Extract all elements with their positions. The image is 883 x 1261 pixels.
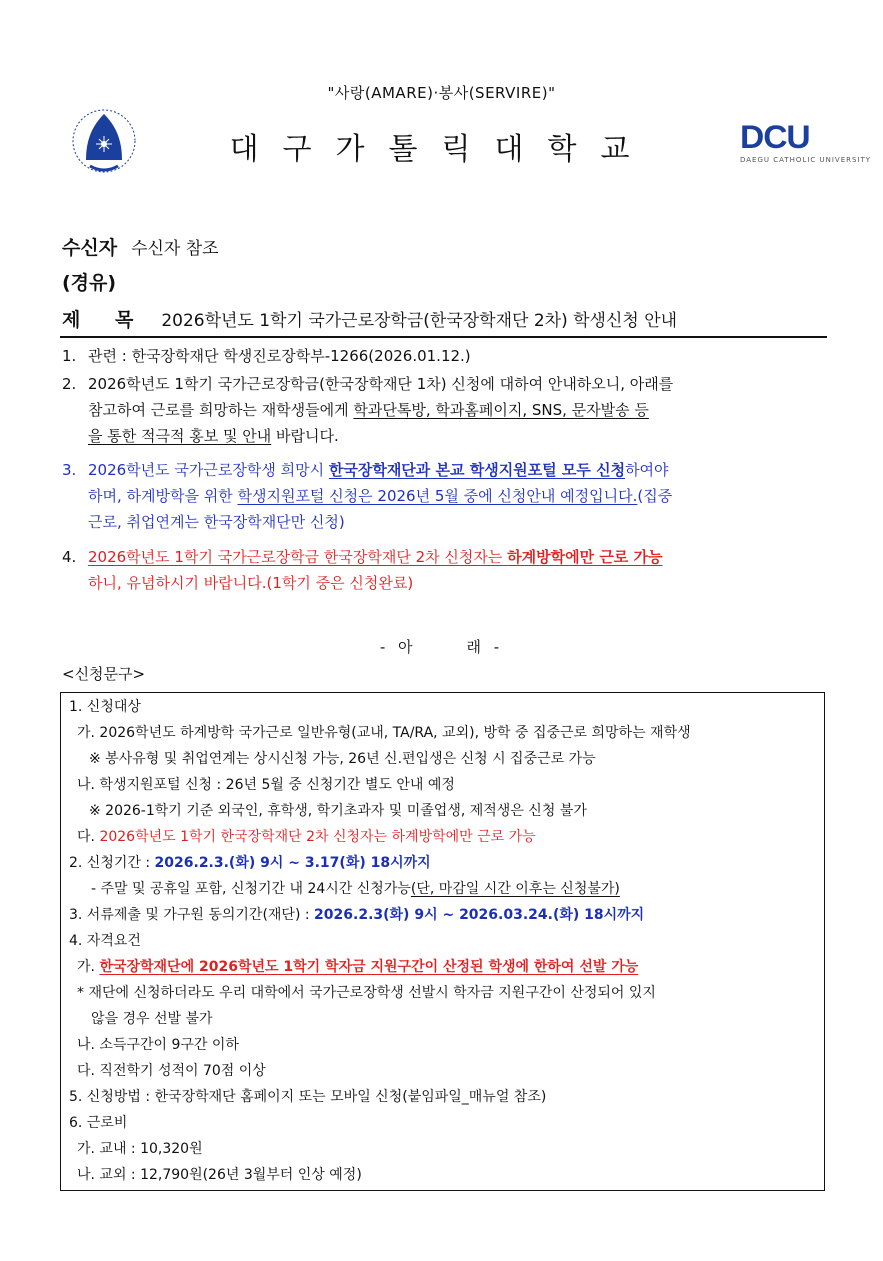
section-6-ga: 가. 교내 : 10,320원 [77, 1141, 203, 1157]
underlined-text: 2026학년도 1학기 국가근로장학금 한국장학재단 2차 신청자는 [88, 548, 508, 566]
section-heading-arae [0, 636, 883, 657]
label: 2. 신청기간 : [69, 855, 155, 871]
subject-row [62, 305, 677, 332]
paragraph-line [62, 423, 822, 449]
university-motto: "사랑(AMARE)·봉사(SERVIRE)" [327, 84, 556, 102]
item-prefix: 다. [77, 829, 100, 845]
underlined-text: 학생지원포털 신청은 2026년 5월 중에 신청안내 예정입니다. [237, 487, 638, 505]
underlined-text: (단, 마감일 시간 이후는 신청불가) [410, 881, 620, 897]
application-period: 2026.2.3.(화) 9시 ~ 3.17(화) 18시까지 [154, 855, 431, 871]
section-4-note-a: * 재단에 신청하더라도 우리 대학에서 국가근로장학생 선발시 학자금 지원구간이 산정되어 있지 [77, 985, 656, 1001]
application-details-box [60, 692, 825, 1191]
section-4-title: 4. 자격요건 [69, 933, 141, 949]
section-1-ga-note: ※ 봉사유형 및 취업연계는 상시신청 가능, 26년 신.편입생은 신청 시 집중근로 가능 [89, 751, 596, 767]
section-1-da [69, 824, 824, 850]
paragraph-number: 4. [62, 548, 77, 566]
university-name: 대구가톨릭대학교 [229, 132, 654, 167]
section-6-title: 6. 근로비 [69, 1115, 128, 1131]
paragraph-line: 하니, 유념하시기 바랍니다.(1학기 중은 신청완료) [88, 574, 414, 592]
arae-left: - 아 [379, 638, 417, 656]
underlined-text: 학과단톡방, 학과홈페이지, SNS, 문자발송 등 [353, 401, 649, 419]
section-1-na-note: ※ 2026-1학기 기준 외국인, 휴학생, 학기초과자 및 미졸업생, 제적생은 신청 불가 [89, 803, 587, 819]
subject-divider [60, 336, 827, 338]
recipient-row [62, 233, 219, 260]
section-4-na: 나. 소득구간이 9구간 이하 [77, 1037, 239, 1053]
section-2-note [69, 876, 824, 902]
warning-text: 2026학년도 1학기 한국장학재단 2차 신청자는 하계방학에만 근로 가능 [99, 829, 536, 845]
emphasis-text: 한국장학재단과 본교 학생지원포털 모두 신청 [328, 461, 626, 479]
paragraph-text: 관련 : 한국장학재단 학생진로장학부-1266(2026.01.12.) [88, 347, 471, 365]
paragraph-1 [62, 343, 822, 369]
recipient-label: 수신자 [62, 237, 118, 259]
section-6-na: 나. 교외 : 12,790원(26년 3월부터 인상 예정) [77, 1167, 362, 1183]
section-1-ga: 가. 2026학년도 하계방학 국가근로 일반유형(교내, TA/RA, 교외), 방학 중 집중근로 희망하는 재학생 [77, 725, 691, 741]
paragraph-line [62, 483, 822, 509]
dcu-logo-subtext: DAEGU CATHOLIC UNIVERSITY [740, 156, 872, 164]
eligibility-emphasis: 한국장학재단에 2026학년도 1학기 학자금 지원구간이 산정된 학생에 한하여 선발 가능 [99, 959, 639, 975]
section-5-title: 5. 신청방법 : 한국장학재단 홈페이지 또는 모바일 신청(붙임파일_매뉴얼 참조) [69, 1089, 547, 1105]
item-prefix: 가. [77, 959, 100, 975]
text: - 주말 및 공휴일 포함, 신청기간 내 24시간 신청가능 [91, 881, 411, 897]
paragraph-number: 3. [62, 461, 77, 479]
via-label: (경유) [62, 272, 117, 294]
recipient-value: 수신자 참조 [131, 239, 219, 259]
section-4-da: 다. 직전학기 성적이 70점 이상 [77, 1063, 266, 1079]
section-1-na: 나. 학생지원포털 신청 : 26년 5월 중 신청기간 별도 안내 예정 [77, 777, 455, 793]
paragraph-line [62, 397, 822, 423]
text: 바랍니다. [271, 427, 339, 445]
dcu-logo [740, 119, 872, 170]
paragraph-3 [62, 457, 822, 535]
paragraph-text: 2026학년도 국가근로장학생 희망시 [88, 461, 329, 479]
section-4-note-b: 않을 경우 선발 불가 [91, 1011, 213, 1027]
text: 참고하여 근로를 희망하는 재학생들에게 [88, 401, 354, 419]
paragraph-4 [62, 544, 822, 596]
text: 하여야 [625, 461, 669, 479]
text: 하며, 하계방학을 위한 [88, 487, 238, 505]
via-row [62, 268, 116, 295]
underlined-text: 을 통한 적극적 홍보 및 안내 [88, 427, 272, 445]
section-1-title: 1. 신청대상 [69, 699, 141, 715]
text: (집중 [637, 487, 673, 505]
label: 3. 서류제출 및 가구원 동의기간(재단) : [69, 907, 315, 923]
document-period: 2026.2.3(화) 9시 ~ 2026.03.24.(화) 18시까지 [314, 907, 645, 923]
section-4-ga [69, 954, 824, 980]
emphasis-text: 하계방학에만 근로 가능 [507, 548, 663, 566]
application-text-caption: <신청문구> [62, 665, 146, 683]
subject-label: 제 목 [62, 309, 148, 331]
paragraph-number: 2. [62, 375, 77, 393]
paragraph-text: 2026학년도 1학기 국가근로장학금(한국장학재단 1차) 신청에 대하여 안내하오니, 아래를 [88, 375, 674, 393]
subject-value: 2026학년도 1학기 국가근로장학금(한국장학재단 2차) 학생신청 안내 [161, 311, 678, 331]
paragraph-2 [62, 371, 822, 449]
paragraph-line: 근로, 취업연계는 한국장학재단만 신청) [88, 513, 345, 531]
section-2-title [69, 850, 824, 876]
section-3-title [69, 902, 824, 928]
paragraph-number: 1. [62, 347, 77, 365]
dcu-logo-text: DCU [740, 119, 810, 155]
arae-right: 래 - [466, 638, 504, 656]
